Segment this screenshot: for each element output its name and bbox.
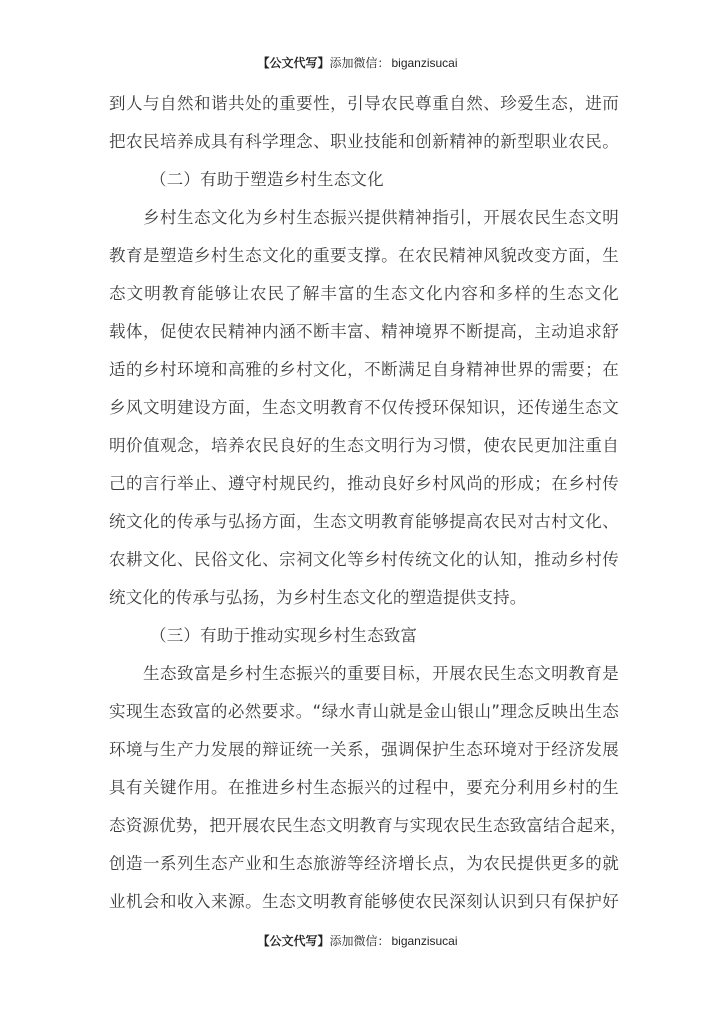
body-line: 农耕文化、民俗文化、宗祠文化等乡村传统文化的认知，推动乡村传 — [109, 550, 619, 569]
watermark-bracket-text: 【公文代写】 — [257, 56, 330, 70]
body-line: 统文化的传承与弘扬，为乡村生态文化的塑造提供支持。 — [109, 588, 527, 607]
body-line: 明价值观念，培养农民良好的生态文明行为习惯，使农民更加注重自 — [109, 436, 619, 455]
body-line: 适的乡村环境和高雅的乡村文化，不断满足自身精神世界的需要；在 — [109, 360, 619, 379]
body-line: 态资源优势，把开展农民生态文明教育与实现农民生态致富结合起来， — [109, 816, 627, 835]
body-line: 教育是塑造乡村生态文化的重要支撑。在农民精神风貌改变方面，生 — [109, 246, 619, 265]
body-line: 乡风文明建设方面，生态文明教育不仅传授环保知识，还传递生态文 — [109, 398, 619, 417]
header-watermark — [0, 55, 715, 71]
body-line: 态文明教育能够让农民了解丰富的生态文化内容和多样的生态文化 — [109, 284, 619, 303]
body-line: 实现生态致富的必然要求。“绿水青山就是金山银山”理念反映出生态 — [109, 702, 619, 721]
watermark-wechat-id: biganzisucai — [391, 934, 458, 948]
watermark-label: 添加微信： — [329, 56, 390, 70]
section-heading: （二）有助于塑造乡村生态文化 — [150, 170, 384, 189]
watermark-wechat-id: biganzisucai — [391, 56, 458, 70]
body-line: 己的言行举止、遵守村规民约，推动良好乡村风尚的形成；在乡村传 — [109, 474, 619, 493]
body-line: 业机会和收入来源。生态文明教育能够使农民深刻认识到只有保护好 — [109, 892, 619, 911]
body-line: 到人与自然和谐共处的重要性，引导农民尊重自然、珍爱生态，进而 — [109, 94, 619, 113]
footer-watermark — [0, 933, 715, 949]
body-line: 载体，促使农民精神内涵不断丰富、精神境界不断提高，主动追求舒 — [109, 322, 619, 341]
body-line: 具有关键作用。在推进乡村生态振兴的过程中，要充分利用乡村的生 — [109, 778, 619, 797]
section-heading: （三）有助于推动实现乡村生态致富 — [150, 626, 418, 645]
watermark-label: 添加微信： — [329, 934, 390, 948]
body-line: 统文化的传承与弘扬方面，生态文明教育能够提高农民对古村文化、 — [109, 512, 619, 531]
paragraph-first-line: 乡村生态文化为乡村生态振兴提供精神指引，开展农民生态文明 — [143, 208, 619, 227]
body-line: 创造一系列生态产业和生态旅游等经济增长点，为农民提供更多的就 — [109, 854, 619, 873]
paragraph-first-line: 生态致富是乡村生态振兴的重要目标，开展农民生态文明教育是 — [143, 664, 619, 683]
body-line: 环境与生产力发展的辩证统一关系，强调保护生态环境对于经济发展 — [109, 740, 619, 759]
body-line: 把农民培养成具有科学理念、职业技能和创新精神的新型职业农民。 — [109, 132, 619, 151]
watermark-bracket-text: 【公文代写】 — [257, 934, 330, 948]
